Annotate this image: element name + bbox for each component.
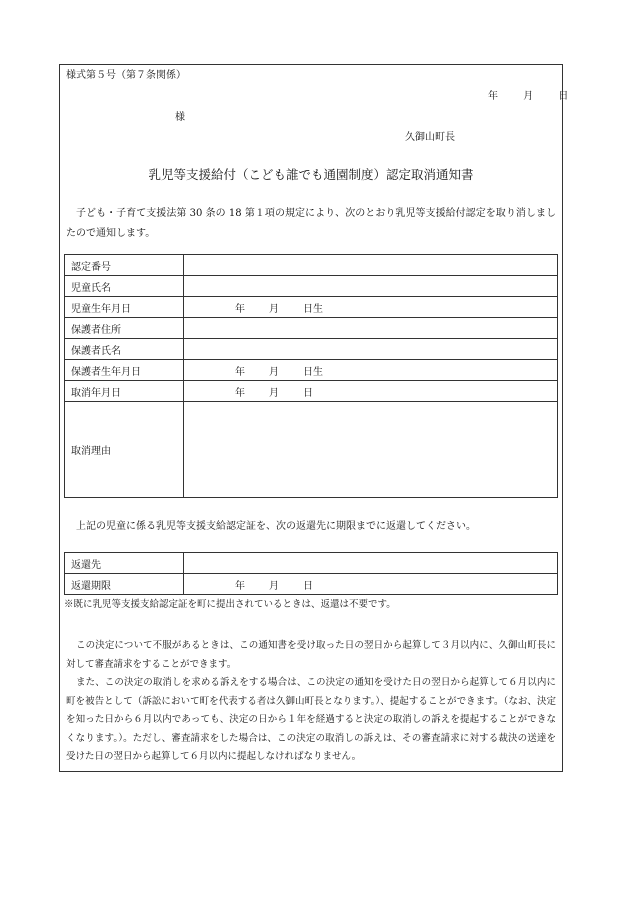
row-value — [184, 255, 558, 276]
row-label: 取消理由 — [65, 402, 184, 498]
row-label: 保護者住所 — [65, 318, 184, 339]
row-value — [184, 339, 558, 360]
issue-date-year-label: 年 — [488, 91, 498, 102]
date-year-label: 年 — [235, 366, 245, 378]
row-label: 返還先 — [65, 553, 184, 574]
row-label: 取消年月日 — [65, 381, 184, 402]
date-year-label: 年 — [235, 580, 245, 592]
row-label: 児童氏名 — [65, 276, 184, 297]
row-label: 認定番号 — [65, 255, 184, 276]
row-label: 保護者生年月日 — [65, 360, 184, 381]
row-date-value — [184, 381, 558, 402]
date-day-label: 日 — [303, 580, 313, 592]
date-month-label: 月 — [269, 387, 279, 399]
issue-date-month-label: 月 — [523, 91, 534, 102]
row-value — [184, 402, 558, 498]
row-label: 返還期限 — [65, 574, 184, 595]
appeal-paragraph: この決定について不服があるときは、この通知書を受け取った日の翌日から起算して３月以内に、久御山町長に対して審査請求をすることができます。 — [66, 640, 556, 670]
intro-paragraph: 子ども・子育て支援法第 30 条の 18 第１項の規定により、次のとおり乳児等支援給付認定を取り消しましたので通知します。 — [66, 208, 556, 239]
row-value — [184, 276, 558, 297]
return-instruction: 上記の児童に係る乳児等支援支給認定証を、次の返還先に期限までに返還してください。 — [76, 521, 476, 532]
document-title: 乳児等支援給付（こども誰でも通園制度）認定取消通知書 — [148, 167, 474, 182]
issuer: 久御山町長 — [405, 132, 455, 143]
addressee-suffix: 様 — [175, 112, 185, 123]
date-month-label: 月 — [269, 580, 279, 592]
row-value — [184, 553, 558, 574]
date-day-label: 日 — [303, 387, 313, 399]
table-row — [65, 402, 558, 498]
appeal-paragraph: また、この決定の取消しを求める訴えをする場合は、この決定の通知を受けた日の翌日から起算して６月以内に町を被告として（訴訟において町を代表する者は久御山町長となります。）、提起することができます。（なお、決定を知った日から６月以内であっても、決定の日から１年を経過すると決定の取消しの訴えを提起することができなくなります。）。ただし、審査請求をした場合は、この決定の取消しの訴えは、その審査請求に対する裁決の送達を受けた日の翌日から起算して６月以内に提起しなければなりません。 — [66, 677, 556, 762]
date-year-label: 年 — [235, 303, 245, 315]
row-label: 児童生年月日 — [65, 297, 184, 318]
row-date-value — [184, 297, 558, 318]
appeal-notice — [66, 637, 556, 767]
date-month-label: 月 — [269, 366, 279, 378]
row-label: 保護者氏名 — [65, 339, 184, 360]
return-note: ※既に乳児等支援支給認定証を町に提出されているときは、返還は不要です。 — [64, 599, 396, 610]
table-row — [65, 553, 558, 574]
form-number: 様式第５号（第７条関係） — [66, 70, 186, 81]
row-date-value — [184, 574, 558, 595]
date-year-label: 年 — [235, 387, 245, 399]
issue-date-line — [488, 91, 568, 103]
main-table — [64, 254, 558, 498]
row-date-value — [184, 360, 558, 381]
table-row — [65, 297, 558, 318]
date-month-label: 月 — [269, 303, 279, 315]
document-frame — [59, 64, 569, 772]
date-day-label: 日生 — [303, 366, 323, 378]
table-row — [65, 574, 558, 595]
date-day-label: 日生 — [303, 303, 323, 315]
table-row — [65, 381, 558, 402]
table-row — [65, 360, 558, 381]
issue-date-day-label: 日 — [558, 91, 569, 102]
return-table — [64, 552, 558, 595]
table-row — [65, 318, 558, 339]
row-value — [184, 318, 558, 339]
table-row — [65, 255, 558, 276]
table-row — [65, 339, 558, 360]
table-row — [65, 276, 558, 297]
